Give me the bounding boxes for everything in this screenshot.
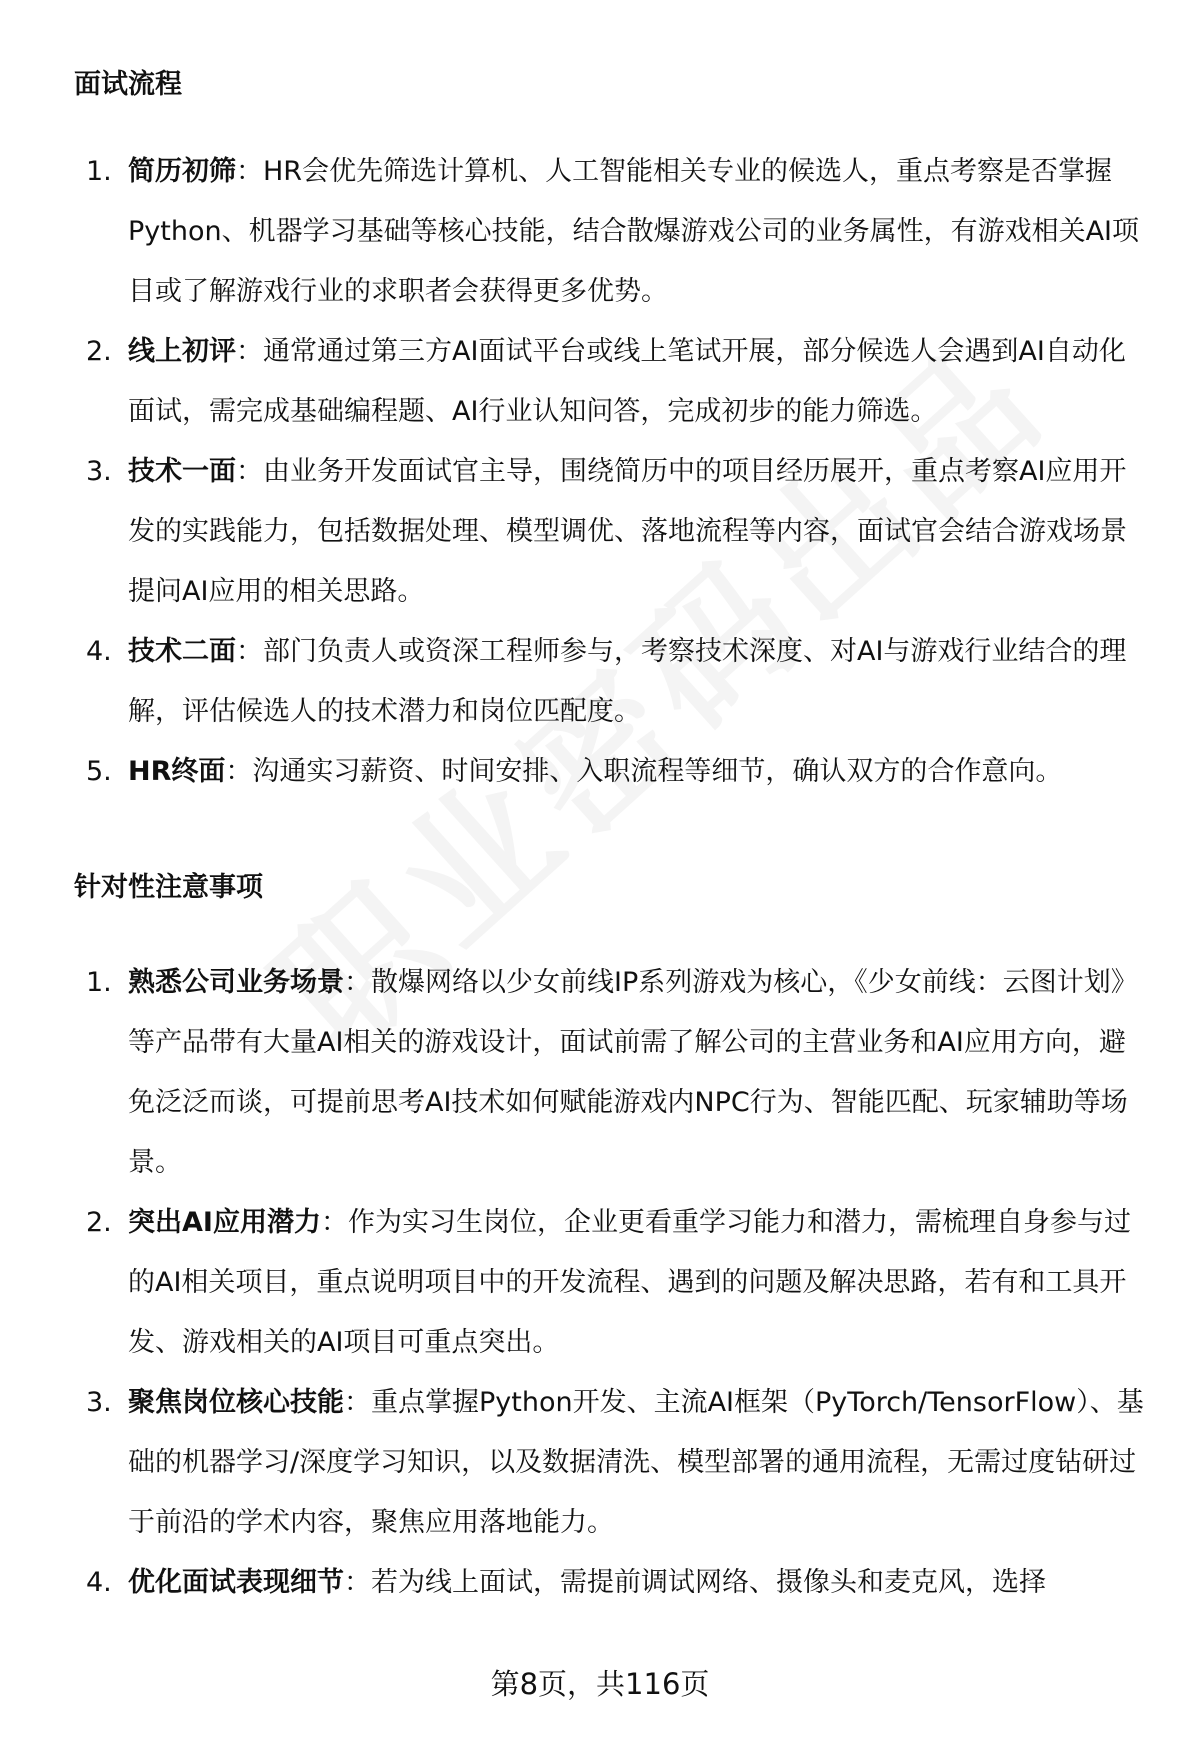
item-number: 5. bbox=[86, 756, 112, 787]
item-separator: ： bbox=[236, 636, 263, 667]
item-text: 部门负责人或资深工程师参与，考察技术深度、对AI与游戏行业结合的理解，评估候选人的技术潜力和岗位匹配度。 bbox=[128, 636, 1127, 727]
list-item bbox=[0, 742, 1200, 802]
item-number: 3. bbox=[86, 456, 112, 487]
list-item bbox=[0, 322, 1200, 442]
list-item bbox=[0, 1373, 1200, 1553]
item-text: 作为实习生岗位，企业更看重学习能力和潜力，需梳理自身参与过的AI相关项目，重点说明项目中的开发流程、遇到的问题及解决思路，若有和工具开发、游戏相关的AI项目可重点突出。 bbox=[128, 1207, 1131, 1358]
item-separator: ： bbox=[236, 156, 263, 187]
item-term: 技术二面 bbox=[128, 636, 236, 667]
section-heading-notes: 针对性注意事项 bbox=[74, 872, 263, 903]
item-term: 聚焦岗位核心技能 bbox=[128, 1387, 344, 1418]
item-number: 2. bbox=[86, 1207, 112, 1238]
item-text: 通常通过第三方AI面试平台或线上笔试开展，部分候选人会遇到AI自动化面试，需完成基础编程题、AI行业认知问答，完成初步的能力筛选。 bbox=[128, 336, 1126, 427]
item-separator: ： bbox=[344, 1387, 371, 1418]
item-separator: ： bbox=[225, 756, 253, 787]
item-number: 4. bbox=[86, 1567, 112, 1598]
list-item bbox=[0, 1553, 1200, 1613]
item-text: 散爆网络以少女前线IP系列游戏为核心，《少女前线：云图计划》等产品带有大量AI相关的游戏设计，面试前需了解公司的主营业务和AI应用方向，避免泛泛而谈，可提前思考AI技术如何赋能游戏内NPC行为、智能匹配、玩家辅助等场景。 bbox=[128, 967, 1138, 1178]
interview-process-list bbox=[0, 142, 1200, 802]
list-item bbox=[0, 1193, 1200, 1373]
item-term: 优化面试表现细节 bbox=[128, 1567, 344, 1598]
item-term: HR终面 bbox=[128, 756, 226, 787]
item-text: 由业务开发面试官主导，围绕简历中的项目经历展开，重点考察AI应用开发的实践能力，包括数据处理、模型调优、落地流程等内容，面试官会结合游戏场景提问AI应用的相关思路。 bbox=[128, 456, 1127, 607]
item-text: 沟通实习薪资、时间安排、入职流程等细节，确认双方的合作意向。 bbox=[252, 756, 1063, 787]
item-separator: ： bbox=[236, 336, 263, 367]
item-term: 线上初评 bbox=[128, 336, 236, 367]
item-term: 熟悉公司业务场景 bbox=[128, 967, 344, 998]
item-text: 若为线上面试，需提前调试网络、摄像头和麦克风，选择 bbox=[371, 1567, 1046, 1598]
page-footer: 第8页，共116页 bbox=[490, 1667, 710, 1701]
item-separator: ： bbox=[320, 1207, 348, 1238]
item-separator: ： bbox=[344, 1567, 371, 1598]
item-number: 4. bbox=[86, 636, 112, 667]
list-item bbox=[0, 442, 1200, 622]
section-heading-interview-process: 面试流程 bbox=[74, 69, 182, 100]
item-separator: ： bbox=[236, 456, 263, 487]
list-item bbox=[0, 142, 1200, 322]
list-item bbox=[0, 953, 1200, 1193]
item-number: 1. bbox=[86, 156, 112, 187]
item-number: 1. bbox=[86, 967, 112, 998]
item-number: 3. bbox=[86, 1387, 112, 1418]
item-term: 简历初筛 bbox=[128, 156, 236, 187]
item-term: 突出AI应用潜力 bbox=[128, 1207, 321, 1238]
list-item bbox=[0, 622, 1200, 742]
notes-list bbox=[0, 953, 1200, 1613]
item-separator: ： bbox=[344, 967, 371, 998]
item-text: 重点掌握Python开发、主流AI框架（PyTorch/TensorFlow）、基础的机器学习/深度学习知识，以及数据清洗、模型部署的通用流程，无需过度钻研过于前沿的学术内容，聚焦应用落地能力。 bbox=[128, 1387, 1144, 1538]
item-term: 技术一面 bbox=[128, 456, 236, 487]
item-text: HR会优先筛选计算机、人工智能相关专业的候选人，重点考察是否掌握Python、机器学习基础等核心技能，结合散爆游戏公司的业务属性，有游戏相关AI项目或了解游戏行业的求职者会获得更多优势。 bbox=[128, 156, 1140, 307]
item-number: 2. bbox=[86, 336, 112, 367]
